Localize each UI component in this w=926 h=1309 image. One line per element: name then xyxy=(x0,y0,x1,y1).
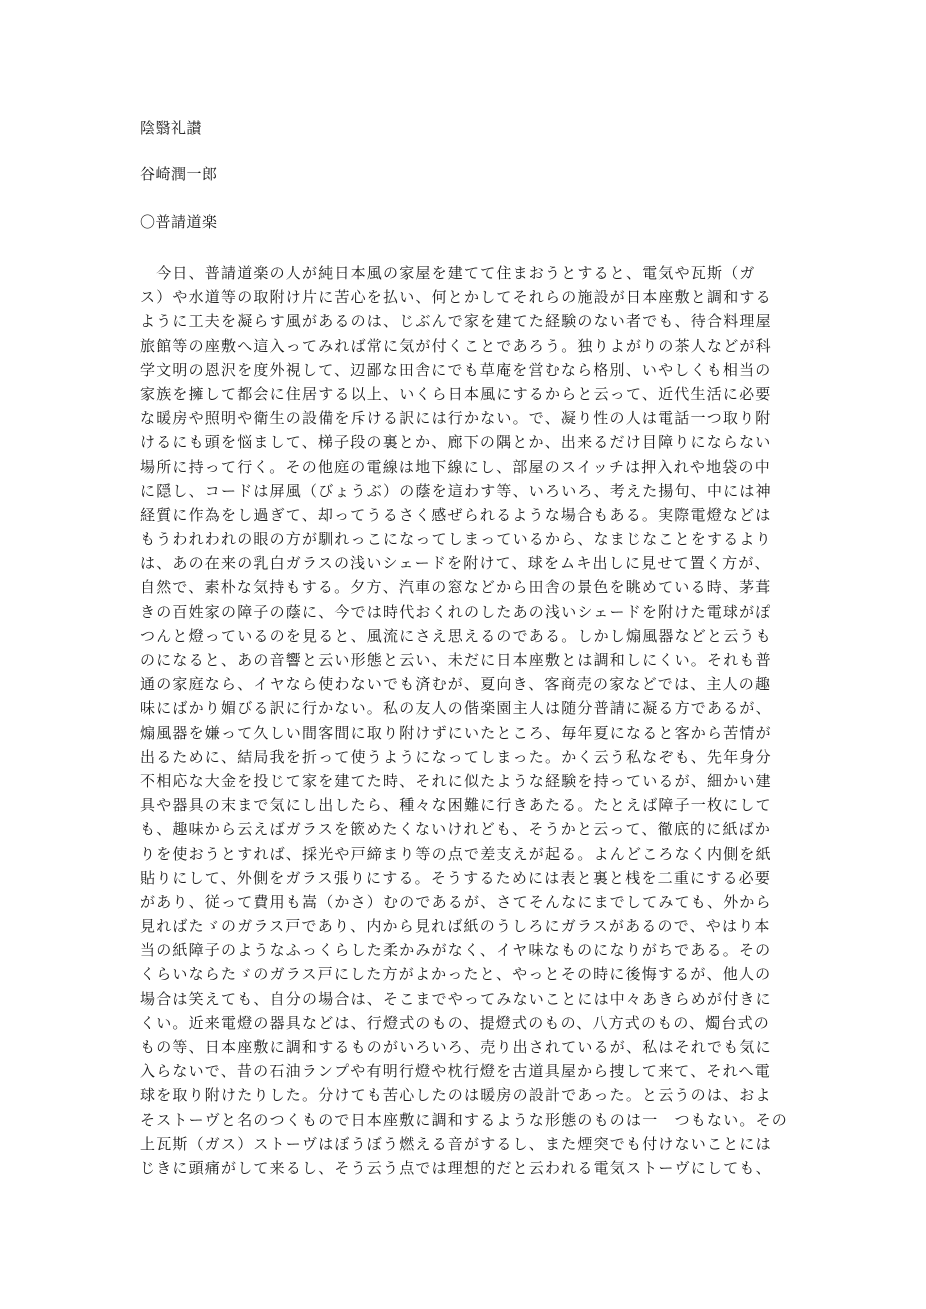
text-line: があり、従って費用も嵩（かさ）むのであるが、さてそんなにまでしてみても、外から xyxy=(140,892,772,911)
text-line: 経質に作為をし過ぎて、却ってうるさく感ぜられるような場合もある。実際電燈などは xyxy=(140,505,772,524)
text-line: 球を取り附けたりした。分けても苦心したのは暖房の設計であった。と云うのは、およ xyxy=(140,1086,772,1105)
text-line: 場合は笑えても、自分の場合は、そこまでやってみないことには中々あきらめが付きに xyxy=(140,989,772,1008)
text-line: じきに頭痛がして来るし、そう云う点では理想的だと云われる電気ストーヴにしても、 xyxy=(140,1158,772,1177)
text-line: 貼りにして、外側をガラス張りにする。そうするためには表と裏と桟を二重にする必要 xyxy=(140,868,772,887)
text-line: 煽風器を嫌って久しい間客間に取り附けずにいたところ、毎年夏になると客から苦情が xyxy=(140,723,772,742)
text-line: 家族を擁して都会に住居する以上、いくら日本風にするからと云って、近代生活に必要 xyxy=(140,384,772,403)
text-line: 学文明の恩沢を度外視して、辺鄙な田舎にでも草庵を営むなら格別、いやしくも相当の xyxy=(140,360,772,379)
text-line: 入らないで、昔の石油ランプや有明行燈や枕行燈を古道具屋から捜して来て、それへ電 xyxy=(140,1062,771,1081)
text-line: りを使おうとすれば、採光や戸締まり等の点で差支えが起る。よんどころなく内側を紙 xyxy=(140,844,772,863)
text-line: もの等、日本座敷に調和するものがいろいろ、売り出されているが、私はそれでも気に xyxy=(140,1038,772,1056)
document-author: 谷崎潤一郎 xyxy=(140,165,218,183)
text-line: 具や器具の末まで気にし出したら、種々な困難に行きあたる。たとえば障子一枚にして xyxy=(140,796,772,815)
text-line: つんと燈っているのを見ると、風流にさえ思えるのである。しかし煽風器などと云うも xyxy=(140,626,772,645)
text-line: 上瓦斯（ガス）ストーヴはぼうぼう燃える音がするし、また煙突でも付けないことには xyxy=(140,1134,772,1153)
text-line: くい。近来電燈の器具などは、行燈式のもの、提燈式のもの、八方式のもの、燭台式の xyxy=(140,1013,771,1032)
text-line: 今日、普請道楽の人が純日本風の家屋を建てて住まおうとすると、電気や瓦斯（ガ xyxy=(140,264,756,282)
text-line: な暖房や照明や衛生の設備を斥ける訳には行かない。で、凝り性の人は電話一つ取り附 xyxy=(140,409,772,428)
text-line: 自然で、素朴な気持もする。夕方、汽車の窓などから田舎の景色を眺めている時、茅葺 xyxy=(140,578,772,597)
text-line: そストーヴと名のつくもので日本座敷に調和するような形態のものは一 つもない。その xyxy=(140,1110,789,1129)
text-line: ス）や水道等の取附け片に苦心を払い、何とかしてそれらの施設が日本座敷と調和する xyxy=(140,288,772,307)
text-line: のになると、あの音響と云い形態と云い、未だに日本座敷とは調和しにくい。それも普 xyxy=(140,651,772,669)
text-line: もうわれわれの眼の方が馴れっこになってしまっているから、なまじなことをするより xyxy=(140,530,772,549)
text-line: 不相応な大金を投じて家を建てた時、それに似たような経験を持っているが、細かい建 xyxy=(140,771,772,790)
text-line: は、あの在来の乳白ガラスの浅いシェードを附けて、球をムキ出しに見せて置く方が、 xyxy=(140,554,771,573)
text-line: 通の家庭なら、イヤなら使わないでも済むが、夏向き、客商売の家などでは、主人の趣 xyxy=(140,675,772,694)
text-line: 味にばかり媚びる訳に行かない。私の友人の偕楽園主人は随分普請に凝る方であるが、 xyxy=(140,699,772,718)
body-paragraph xyxy=(140,261,790,1180)
text-line: くらいならたゞのガラス戸にした方がよかったと、やっとその時に後悔するが、他人の xyxy=(140,965,772,984)
text-line: 出るために、結局我を折って使うようになってしまった。かく云う私なぞも、先年身分 xyxy=(140,747,772,766)
document-title: 陰翳礼讃 xyxy=(140,119,203,137)
text-line: ように工夫を凝らす風があるのは、じぶんで家を建てた経験のない者でも、待合料理屋 xyxy=(140,312,772,331)
section-heading: 〇普請道楽 xyxy=(140,213,218,231)
text-line: 当の紙障子のようなふっくらした柔かみがなく、イヤ味なものになりがちである。その xyxy=(140,941,772,960)
text-line: けるにも頭を悩まして、梯子段の裏とか、廊下の隅とか、出来るだけ目障りにならない xyxy=(140,433,772,452)
text-line: も、趣味から云えばガラスを篏めたくないけれども、そうかと云って、徹底的に紙ばか xyxy=(140,820,772,839)
text-line: 場所に持って行く。その他庭の電線は地下線にし、部屋のスイッチは押入れや地袋の中 xyxy=(140,457,771,476)
text-line: 旅館等の座敷へ這入ってみれば常に気が付くことであろう。独りよがりの茶人などが科 xyxy=(140,336,772,355)
text-line: 見ればたゞのガラス戸であり、内から見れば紙のうしろにガラスがあるので、やはり本 xyxy=(140,917,771,936)
text-line: に隠し、コードは屏風（びょうぶ）の蔭を這わす等、いろいろ、考えた揚句、中には神 xyxy=(140,481,772,500)
text-line: きの百姓家の障子の蔭に、今では時代おくれのしたあの浅いシェードを附けた電球がぽ xyxy=(140,602,772,621)
